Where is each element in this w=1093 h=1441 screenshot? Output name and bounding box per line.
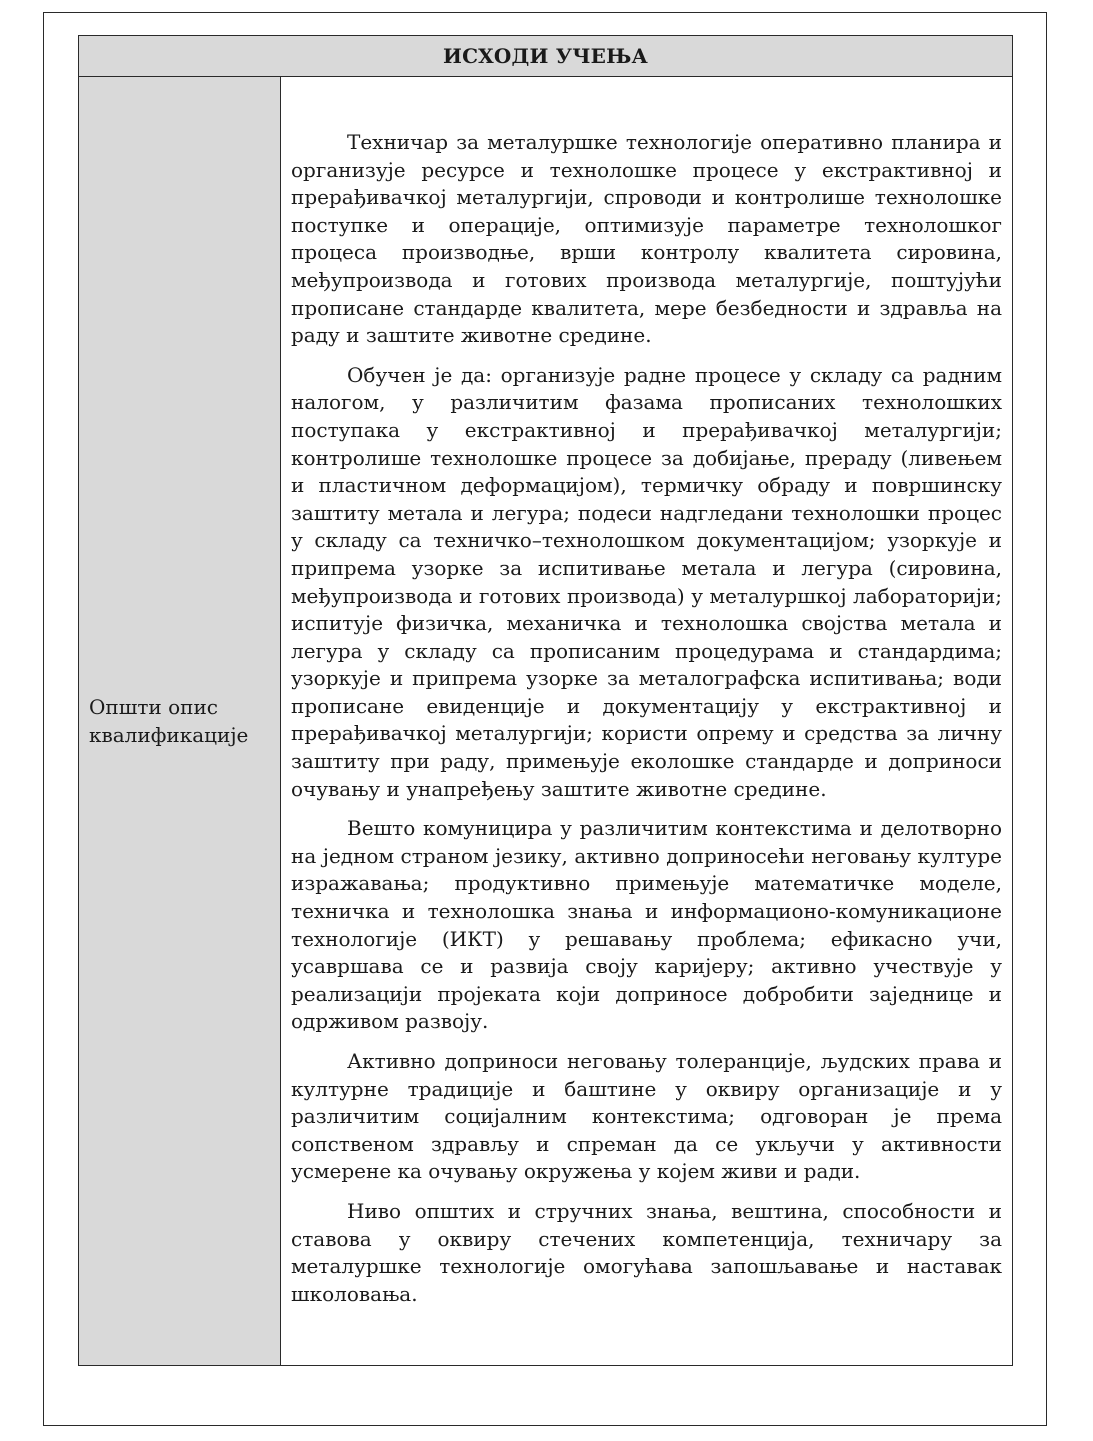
paragraph-4: Активно доприноси неговању толеранције, људских права и културне традиције и баштине у оквиру организације и у различитим социјалним контекстима; одговоран је према сопственом здрављу и спреман да се укључи у активности усмерене ка очувању окружења у којем живи и ради. bbox=[291, 1049, 1002, 1184]
description-cell bbox=[281, 77, 1012, 1365]
learning-outcomes-table bbox=[78, 35, 1013, 1366]
row-label: Општи опис квалификације bbox=[89, 695, 249, 747]
paragraph-3: Вешто комуницира у различитим контекстима и делотворно на једном страном језику, активно доприносећи неговању културе изражавања; продуктивно примењује математичке моделе, техничка и технолошка знања и информационо-комуникационе технологије (ИКТ) у решавању проблема; ефикасно учи, усавршава се и развија своју каријеру; активно учествује у реализацији пројеката који доприносе добробити заједнице и одрживом развоју. bbox=[291, 816, 1002, 1034]
row-label-cell bbox=[79, 77, 281, 1365]
table-header-title: ИСХОДИ УЧЕЊА bbox=[442, 44, 649, 68]
paragraph-1: Техничар за металуршке технологије оперативно планира и организује ресурсе и технолошке процесе у екстрактивној и прерађивачкој металургији, спроводи и контролише технолошке поступке и операције, оптимизује параметре технолошког процеса производње, врши контролу квалитета сировина, међупроизвода и готових производа металургије, поштујући прописане стандарде квалитета, мере безбедности и здравља на раду и заштите животне средине. bbox=[291, 130, 1002, 348]
paragraph-5: Ниво општих и стручних знања, вештина, способности и ставова у оквиру стечених компетенција, техничару за металуршке технологије омогућава запошљавање и наставак школовања. bbox=[291, 1198, 1002, 1306]
table-header bbox=[79, 36, 1012, 77]
paragraph-2: Обучен је да: организује радне процесе у складу са радним налогом, у различитим фазама прописаних технолошких поступака у екстрактивној и прерађивачкој металургији; контролише технолошке процесе за добијање, прераду (ливењем и пластичном деформацијом), термичку обраду и површинску заштиту метала и легура; подеси надгледани технолошки процес у складу са техничко–технолошком документацијом; узоркује и припрема узорке за испитивање метала и легура (сировина, међупроизвода и готових производа) у металуршкој лабораторији; испитује физичка, механичка и технолошка својства метала и легура у складу са прописаним процедурама и стандардима; узоркује и припрема узорке за металографска испитивања; води прописане евиденције и документацију у екстрактивној и прерађивачкој металургији; користи опрему и средства за личну заштиту при раду, примењује еколошке стандарде и доприноси очувању и унапређењу заштите животне средине. bbox=[291, 362, 1002, 801]
